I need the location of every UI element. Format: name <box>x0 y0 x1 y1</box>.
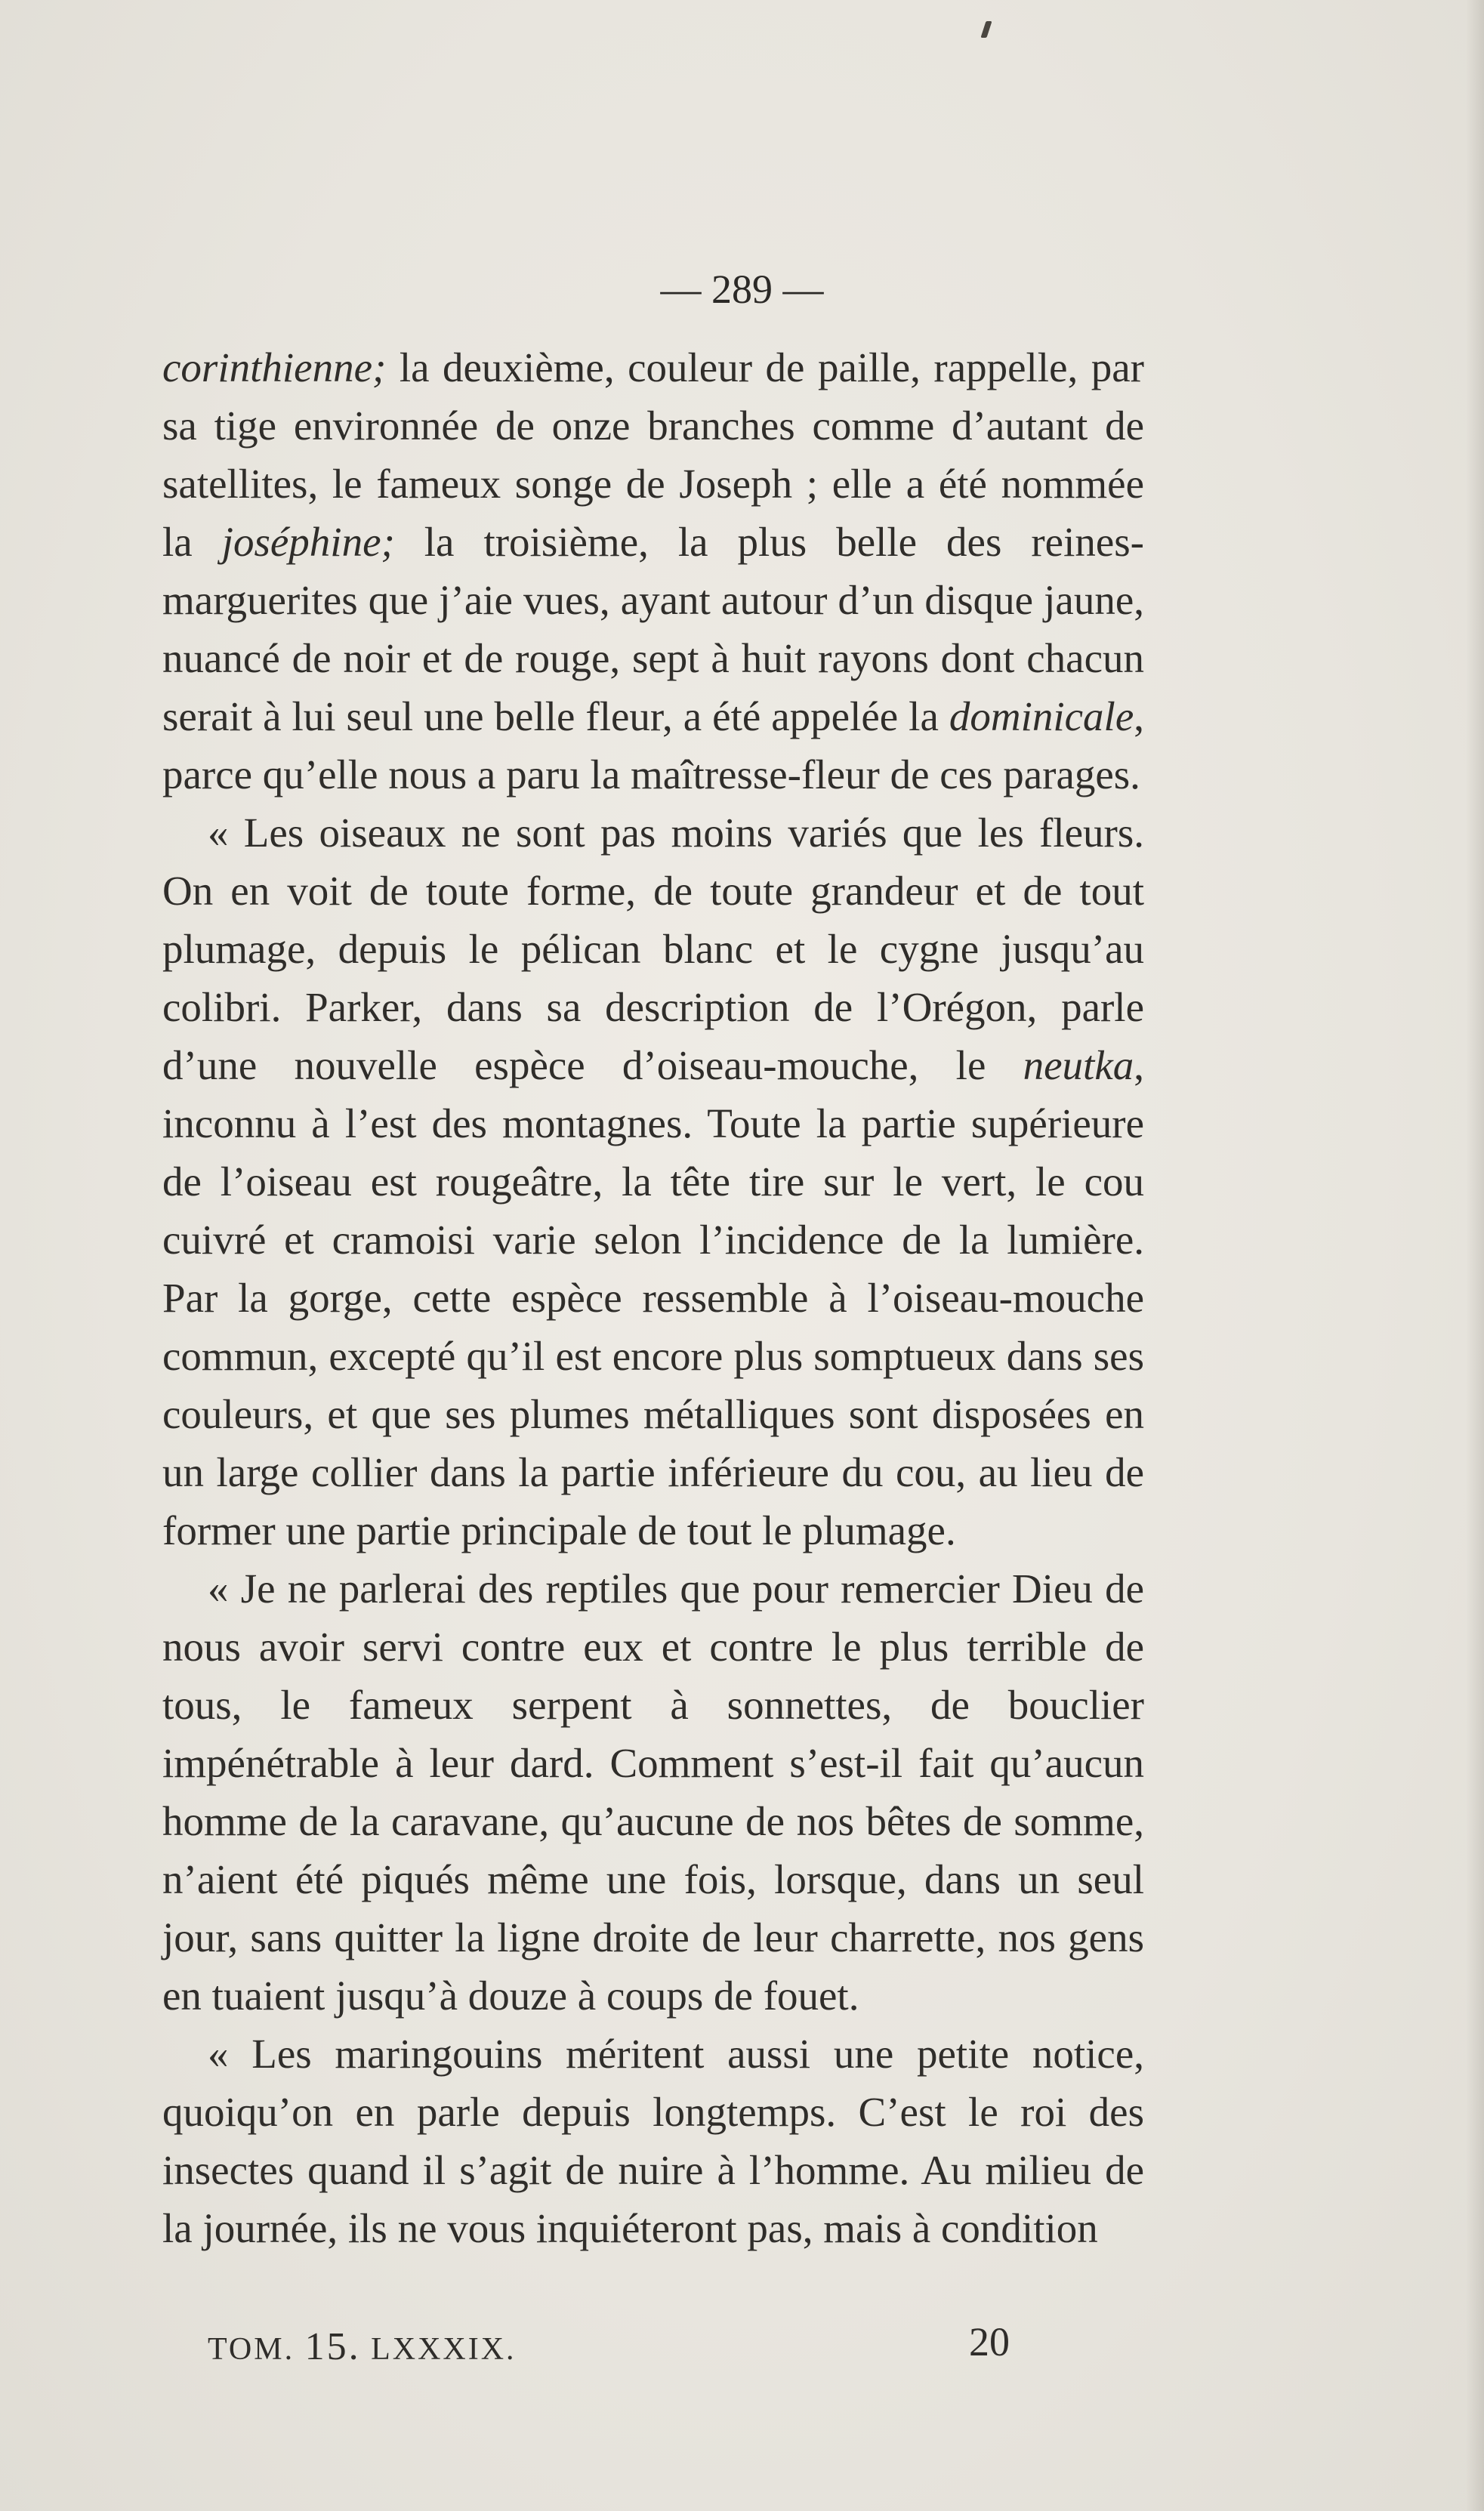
body-text <box>162 338 1144 2257</box>
signature-prefix: TOM. <box>208 2332 295 2367</box>
page-number: — 289 — <box>660 267 824 312</box>
text-segment: , inconnu à l’est des montagnes. Toute la partie supérieure de l’oiseau est rougeâtre, la tête tire sur le vert, le cou cuivré et cramoisi varie selon l’incidence de la lumière. Par la gorge, cette espèce ressemble à l’oiseau-mouche commun, excepté qu’il est encore plus somptueux dans ses couleurs, et que ses plumes métalliques sont disposées en un large collier dans la partie inférieure du cou, au lieu de former une partie principale de tout le plumage. <box>162 1042 1144 1553</box>
text-segment: la troisième, la plus belle des reines-marguerites que j’aie vues, ayant autour d’un disque jaune, nuancé de noir et de rouge, sept à huit rayons dont chacun serait à lui seul une belle fleur, a été appelée la <box>162 519 1144 739</box>
text-segment: « Je ne parlerai des reptiles que pour remercier Dieu de nous avoir servi contre eux et contre le plus terrible de tous, le fameux serpent à sonnettes, de bouclier impénétrable à leur dard. Comment s’est-il fait qu’aucun homme de la caravane, qu’aucune de nos bêtes de somme, n’aient été piqués même une fois, lorsque, dans un seul jour, sans quitter la ligne droite de leur charrette, nos gens en tuaient jusqu’à douze à coups de fouet. <box>162 1566 1144 2019</box>
text-segment: « Les maringouins méritent aussi une petite notice, quoiqu’on en parle depuis longtemps. C’est le roi des insectes quand il s’agit de nuire à l’homme. Au milieu de la journée, ils ne vous inquiéteront pas, mais à condition <box>162 2031 1144 2251</box>
signature-volume: 15. <box>304 2325 361 2368</box>
text-segment: la deuxième, couleur de paille, rappelle, par sa tige environnée de onze branches comme d’autant de satellites, le fameux songe de Joseph ; elle a été nommée la <box>162 344 1144 565</box>
text-segment: , parce qu’elle nous a paru la maîtresse-fleur de ces parages. <box>162 693 1144 797</box>
text-segment: joséphine; <box>221 519 395 565</box>
paragraph <box>162 338 1144 804</box>
text-segment: neutka <box>1023 1042 1134 1088</box>
page-edge-shadow <box>1466 0 1484 2511</box>
sheet-number: 20 <box>969 2319 1010 2364</box>
text-segment: corinthienne; <box>162 344 387 390</box>
signature-suffix: LXXXIX. <box>371 2332 517 2367</box>
signature-mark <box>208 2324 517 2369</box>
text-segment: dominicale <box>949 693 1134 739</box>
paragraph <box>162 804 1144 1559</box>
text-segment: « Les oiseaux ne sont pas moins variés que les fleurs. On en voit de toute forme, de toute grandeur et de tout plumage, depuis le pélican blanc et le cygne jusqu’au colibri. Parker, dans sa description de l’Orégon, parle d’une nouvelle espèce d’oiseau-mouche, le <box>162 810 1144 1088</box>
ink-mark <box>980 21 992 38</box>
paragraph <box>162 1559 1144 2025</box>
paragraph <box>162 2025 1144 2257</box>
